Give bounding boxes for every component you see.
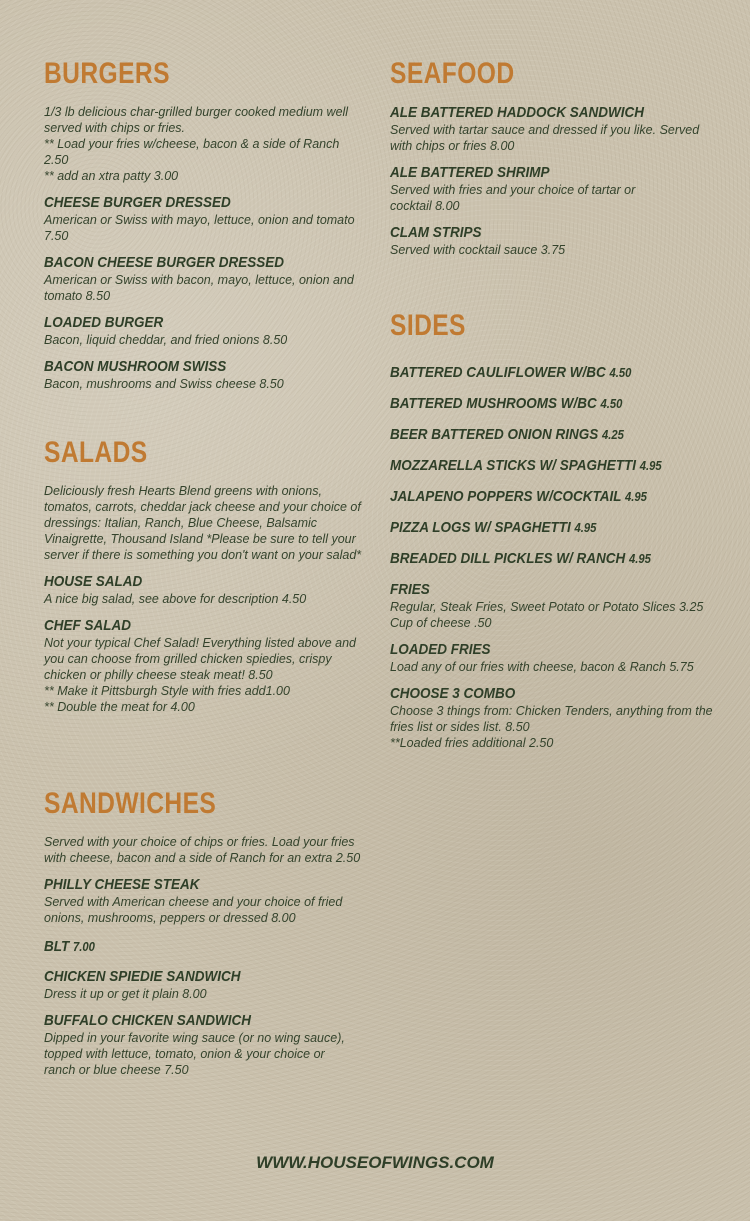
side-item bbox=[390, 364, 696, 382]
burgers-heading: BURGERS bbox=[44, 57, 170, 90]
item-name: ALE BATTERED SHRIMP bbox=[390, 164, 550, 181]
item-name: CHEF SALAD bbox=[44, 617, 132, 634]
website-link[interactable]: WWW.HOUSEOFWINGS.COM bbox=[256, 1153, 494, 1172]
seafood-section bbox=[390, 58, 730, 258]
burgers-description: 1/3 lb delicious char-grilled burger cooked medium well served with chips or fries. ** Load your fries w/cheese, bacon & a side of Ranch 2.50 ** add an xtra patty 3.00 bbox=[44, 105, 349, 183]
item-name: HOUSE SALAD bbox=[44, 573, 143, 590]
menu-item bbox=[44, 314, 374, 348]
seafood-heading: SEAFOOD bbox=[390, 57, 515, 90]
item-name: FRIES bbox=[390, 581, 430, 598]
side-item bbox=[390, 457, 696, 475]
side-price: 4.95 bbox=[639, 459, 662, 473]
side-price: 4.50 bbox=[609, 366, 632, 380]
item-description: Served with fries and your choice of tartar or cocktail 8.00 bbox=[390, 183, 636, 213]
side-item bbox=[390, 426, 696, 444]
salads-description: Deliciously fresh Hearts Blend greens with onions, tomatos, carrots, cheddar jack cheese and your choice of dressings: Italian, Ranch, Blue Cheese, Balsamic Vinaigrette, Thousand Island *Please be sure to tell your server if there is something you don't want on your salad* bbox=[44, 484, 362, 562]
side-item bbox=[390, 519, 696, 537]
item-name: CLAM STRIPS bbox=[390, 224, 482, 241]
item-description: Choose 3 things from: Chicken Tenders, anything from the fries list or sides list. 8.50 **Loaded fries additional 2.50 bbox=[390, 704, 713, 750]
salads-section bbox=[44, 437, 374, 715]
sides-heading: SIDES bbox=[390, 309, 466, 342]
item-description: American or Swiss with bacon, mayo, lettuce, onion and tomato 8.50 bbox=[44, 273, 354, 303]
menu-item bbox=[390, 581, 730, 631]
side-item bbox=[390, 550, 696, 568]
side-name: BATTERED CAULIFLOWER W/BC bbox=[390, 364, 606, 381]
side-name: BEER BATTERED ONION RINGS bbox=[390, 426, 599, 443]
item-description: Load any of our fries with cheese, bacon & Ranch 5.75 bbox=[390, 660, 694, 674]
side-name: BATTERED MUSHROOMS W/BC bbox=[390, 395, 597, 412]
burgers-section bbox=[44, 58, 374, 392]
item-description: Regular, Steak Fries, Sweet Potato or Potato Slices 3.25 Cup of cheese .50 bbox=[390, 600, 704, 630]
item-name bbox=[44, 938, 341, 956]
item-name: BACON CHEESE BURGER DRESSED bbox=[44, 254, 285, 271]
item-price: 7.00 bbox=[72, 940, 95, 954]
sandwiches-section bbox=[44, 788, 374, 1078]
side-price: 4.50 bbox=[600, 397, 623, 411]
item-description: Dress it up or get it plain 8.00 bbox=[44, 987, 207, 1001]
side-price: 4.25 bbox=[602, 428, 624, 442]
menu-item bbox=[44, 358, 374, 392]
side-price: 4.95 bbox=[574, 521, 597, 535]
sides-section bbox=[390, 310, 730, 751]
item-description: Not your typical Chef Salad! Everything listed above and you can choose from grilled chicken spiedies, crispy chicken or philly cheese steak meat! 8.50 ** Make it Pittsburgh Style with fries add1.00 ** Double the meat for 4.00 bbox=[44, 636, 356, 714]
menu-item bbox=[44, 938, 374, 956]
side-name: PIZZA LOGS W/ SPAGHETTI bbox=[390, 519, 571, 536]
side-price: 4.95 bbox=[629, 552, 651, 566]
menu-item bbox=[390, 641, 730, 675]
item-name: PHILLY CHEESE STEAK bbox=[44, 876, 200, 893]
item-title: BLT bbox=[44, 938, 70, 955]
item-description: Bacon, mushrooms and Swiss cheese 8.50 bbox=[44, 377, 284, 391]
item-description: American or Swiss with mayo, lettuce, onion and tomato 7.50 bbox=[44, 213, 355, 243]
menu-item bbox=[44, 968, 374, 1002]
item-name: ALE BATTERED HADDOCK SANDWICH bbox=[390, 104, 644, 121]
menu-item bbox=[390, 224, 730, 258]
item-name: BUFFALO CHICKEN SANDWICH bbox=[44, 1012, 251, 1029]
item-name: CHICKEN SPIEDIE SANDWICH bbox=[44, 968, 241, 985]
salads-heading: SALADS bbox=[44, 436, 148, 469]
menu-item bbox=[44, 1012, 374, 1078]
side-name: MOZZARELLA STICKS W/ SPAGHETTI bbox=[390, 457, 636, 474]
menu-item bbox=[44, 573, 374, 607]
side-item bbox=[390, 488, 696, 506]
item-description: Served with American cheese and your choice of fried onions, mushrooms, peppers or dressed 8.00 bbox=[44, 895, 343, 925]
item-name: LOADED BURGER bbox=[44, 314, 164, 331]
side-name: BREADED DILL PICKLES W/ RANCH bbox=[390, 550, 626, 567]
sandwiches-description: Served with your choice of chips or fries. Load your fries with cheese, bacon and a side of Ranch for an extra 2.50 bbox=[44, 835, 361, 865]
menu-item bbox=[44, 617, 374, 715]
menu-item bbox=[44, 254, 374, 304]
item-description: Dipped in your favorite wing sauce (or no wing sauce), topped with lettuce, tomato, onion & your choice or ranch or blue cheese 7.50 bbox=[44, 1031, 345, 1077]
item-description: A nice big salad, see above for description 4.50 bbox=[44, 592, 307, 606]
item-name: BACON MUSHROOM SWISS bbox=[44, 358, 227, 375]
menu-item bbox=[390, 685, 730, 751]
side-item bbox=[390, 395, 696, 413]
item-name: CHOOSE 3 COMBO bbox=[390, 685, 516, 702]
item-name: CHEESE BURGER DRESSED bbox=[44, 194, 231, 211]
item-description: Bacon, liquid cheddar, and fried onions 8.50 bbox=[44, 333, 288, 347]
menu-item bbox=[44, 194, 374, 244]
item-description: Served with tartar sauce and dressed if you like. Served with chips or fries 8.00 bbox=[390, 123, 700, 153]
item-name: LOADED FRIES bbox=[390, 641, 491, 658]
sandwiches-heading: SANDWICHES bbox=[44, 787, 217, 820]
side-price: 4.95 bbox=[625, 490, 647, 504]
menu-item bbox=[390, 104, 730, 154]
menu-item bbox=[44, 876, 374, 926]
menu-item bbox=[390, 164, 730, 214]
side-name: JALAPENO POPPERS W/COCKTAIL bbox=[390, 488, 622, 505]
item-description: Served with cocktail sauce 3.75 bbox=[390, 243, 566, 257]
